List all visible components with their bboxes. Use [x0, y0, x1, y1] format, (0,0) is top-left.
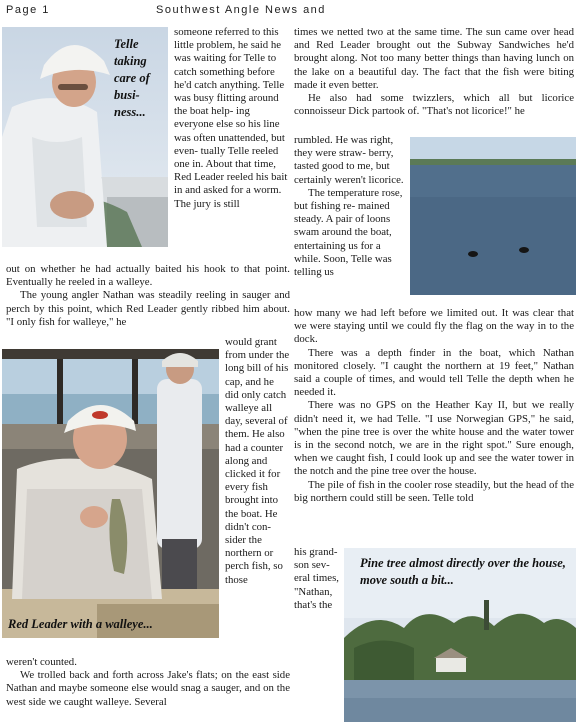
- paragraph-r1: times we netted two at the same time. The sun came over head and Red Leader brought out the Subway Sandwiches he'd brought along. Not too many better things than having lunch on the lake on a beautiful day. The fact that the fish were biting made it even better.: [294, 26, 574, 91]
- page-number: Page 1: [6, 4, 50, 16]
- loon-1: [468, 251, 478, 257]
- paragraph-r6-start: The pile of fish in the cooler rose steadily, but the head of the big northern could still be seen. Telle told: [294, 478, 574, 504]
- paragraph-r5: There was no GPS on the Heather Kay II, but we really didn't need it, we had Telle. "I use Norwegian GPS," he said, "when the pine tree is over the white house and the water tower is in the second notch, we are in the right spot." Sure enough, when we caught fish, I could look up and see the water tower in the notch and the pine tree over the house.: [294, 399, 574, 478]
- photo-red-leader: [2, 349, 219, 638]
- paragraph-r4: There was a depth finder in the boat, which Nathan monitored closely. "I caught the northern at 19 feet," Nathan said a couple of times, and would tell Telle the depth when he needed it.: [294, 346, 574, 399]
- article-text-right-narrow: [294, 134, 406, 306]
- paragraph-r3-end: how many we had left before we limited out. It was clear that we were staying until we could fly the flag on the way in to the dock.: [294, 307, 574, 346]
- article-text-right-mid: [294, 307, 574, 547]
- photo-loons: [410, 137, 576, 295]
- paragraph-1-part: someone referred to this little problem, he said he was waiting for Telle to catch something before he'd catch anything. Telle was busy flitting around the boat help- ing everyone else so his line was often unattended, but even- tually Telle reeled one in. About that time, Red Leader reeled his bait in and asked for a worm. The jury is still: [174, 26, 288, 210]
- paragraph-r3-start: The temperature rose, but fishing re- mained steady. A pair of loons swam around the boat, entertaining us for a while. Soon, Telle was telling us: [294, 186, 403, 279]
- photo-red-leader-image: [2, 349, 219, 638]
- white-house: [436, 658, 466, 672]
- publication-title: Southwest Angle News and: [156, 4, 326, 16]
- photo-loons-image: [410, 137, 576, 295]
- caption-pine-tree: Pine tree almost directly over the house, move south a bit...: [360, 556, 566, 587]
- article-text-right-top: [294, 26, 574, 138]
- article-text-left-mid: [6, 263, 290, 333]
- article-text-right-bottom-narrow: [294, 546, 342, 666]
- paragraph-r2-start: He also had some twizzlers, which all but licorice connoisseur Dick partook of. "That's not licorice!" he: [294, 92, 574, 118]
- paragraph-2-middle: would grant from under the long bill of his cap, and he did only catch walleye all day, several of them. He also had a counter along and clicked it for every fish brought into the boat. He didn't con- sider the northern or perch fish, so those: [225, 336, 290, 586]
- article-text-left-narrow: [225, 336, 290, 651]
- paragraph-r6-end: his grand- son sev- eral times, "Nathan, that's the: [294, 546, 339, 611]
- paragraph-2-end: weren't counted.: [6, 656, 77, 668]
- article-text-left-top: [174, 26, 290, 263]
- paragraph-1-end: out on whether he had actually baited his hook to that point. Eventually he reeled in a walleye.: [6, 263, 290, 289]
- paragraph-2-start: The young angler Nathan was steadily reeling in sauger and perch by this point, which Red Leader gently ribbed him about. "I only fish for walleye," he: [6, 289, 290, 328]
- paragraph-r2-end: rumbled. He was right, they were straw- berry, tasted good to me, but certainly weren't licorice.: [294, 134, 404, 186]
- page-header: [6, 4, 572, 20]
- article-text-left-bottom: [6, 656, 290, 720]
- loon-2: [519, 247, 529, 253]
- paragraph-3: We trolled back and forth across Jake's flats; on the east side Nathan and maybe someone else would snag a sauger, and on the west side we caught walleye. Several: [6, 669, 290, 708]
- caption-red-leader: Red Leader with a walleye...: [8, 617, 153, 631]
- caption-telle: Telle taking care of busi- ness...: [114, 37, 150, 119]
